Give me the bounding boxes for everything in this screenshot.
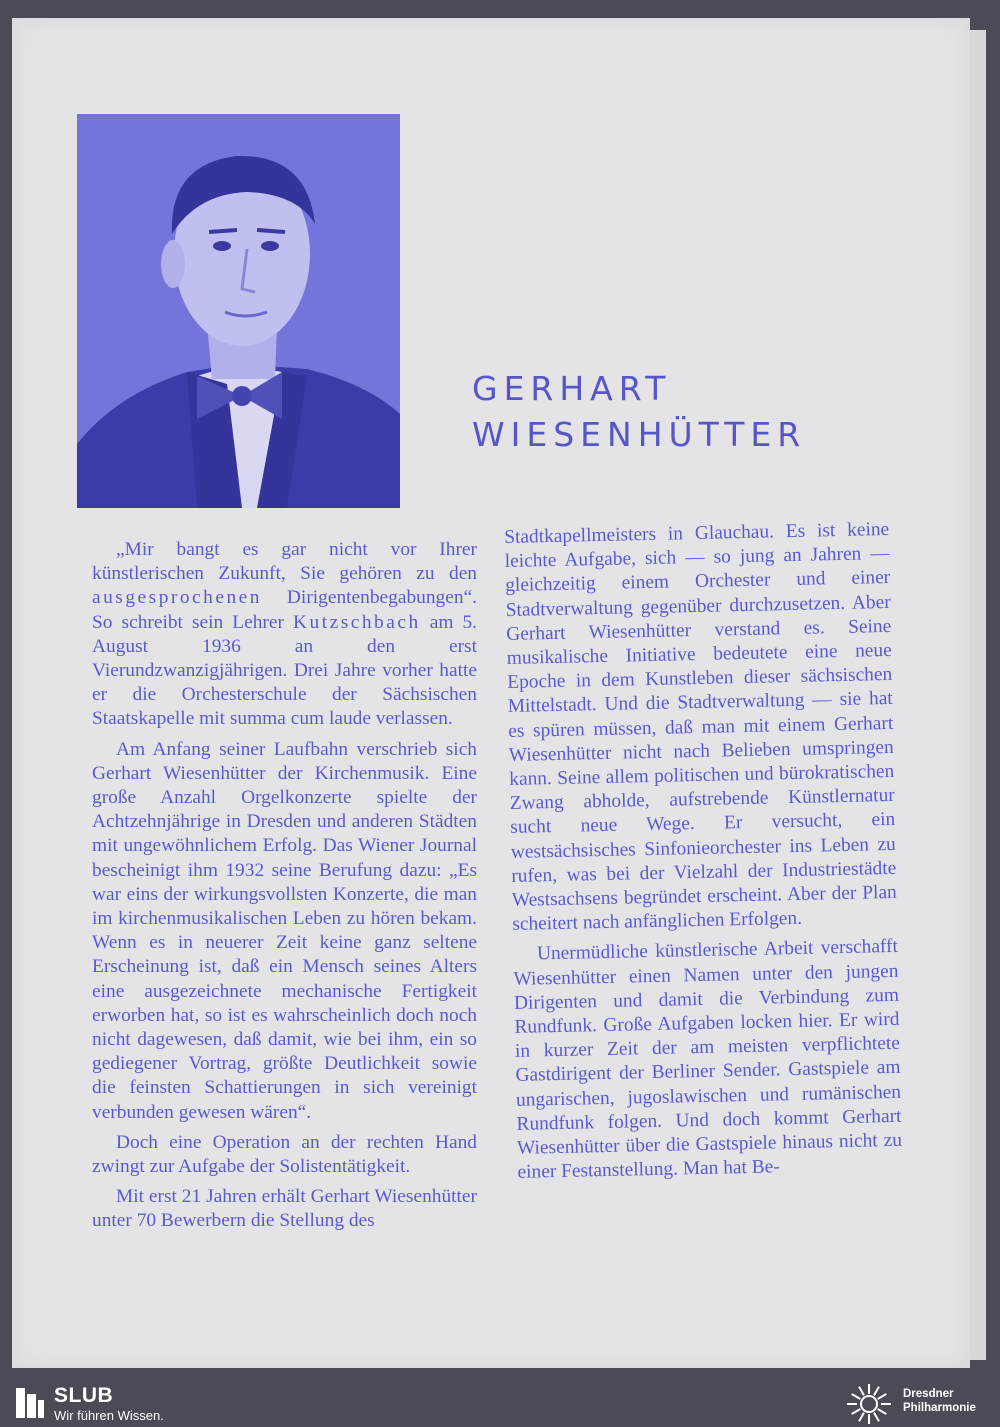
slub-logo-icon[interactable] (14, 1384, 46, 1422)
first-name: GERHART (472, 369, 672, 408)
partner-name[interactable] (903, 1387, 998, 1415)
text-column-right (504, 518, 903, 1191)
partner-name-line1: Dresdner (903, 1388, 954, 1400)
paragraph: Mit erst 21 Jahren erhält Gerhart Wiesenhütter unter 70 Bewerbern die Stellung des (92, 1186, 477, 1232)
viewer-footer (0, 1378, 1000, 1427)
text-run: „Mir bangt es gar nicht vor Ihrer künstlerischen Zukunft, Sie gehören zu den (92, 539, 477, 585)
person-name-heading (472, 366, 806, 458)
document-page (12, 18, 970, 1368)
portrait-photo (77, 114, 400, 508)
library-tagline: Wir führen Wissen. (54, 1408, 164, 1423)
library-name[interactable]: SLUB (54, 1384, 114, 1407)
text-run: am 5. August 1936 an den erst Vierundzwanzigjährigen. Drei Jahre vorher hatte er die Orchesterschule der Sächsischen Staatskapelle mit summa cum laude verlassen. (92, 611, 478, 730)
dresdner-philharmonie-logo-icon[interactable] (842, 1382, 896, 1426)
paragraph: Unermüdliche künstlerische Arbeit verschafft Wiesenhütter einen Namen unter den jungen Dirigenten und damit die Verbindung zum Rundfunk. Große Aufgaben locken hier. Er wird in kurzer Zeit der am meisten verpflichtete Gastdirigent der Berliner Sender. Gastspiele am ungarischen, jugoslawischen und rumänischen Rundfunk folgen. Und doch kommt Gerhart Wiesenhütter über die Gastspiele hinaus nicht zu einer Festanstellung. Man hat Be- (513, 936, 903, 1184)
text-run: Dirigentenbegabungen“. So schreibt sein Lehrer (92, 587, 477, 633)
text-column-left (92, 538, 477, 1240)
paragraph: Doch eine Operation an der rechten Hand zwingt zur Aufgabe der Solistentätigkeit. (92, 1131, 477, 1178)
emphasized-text: ausgesprochenen (92, 587, 262, 609)
emphasized-name: Kutzschbach (293, 611, 421, 633)
paragraph (92, 538, 477, 732)
portrait-illustration (77, 114, 400, 508)
paragraph: Am Anfang seiner Laufbahn verschrieb sich Gerhart Wiesenhütter der Kirchenmusik. Eine große Anzahl Orgelkonzerte spielte der Achtzehnjährige in Dresden und anderen Städten mit ungewöhnlichem Erfolg. Das Wiener Journal bescheinigt ihm 1932 seine Berufung dazu: „Es war eins der wirkungsvollsten Konzerte, die man im kirchenmusikalischen Leben zu hören bekam. Wenn es in neuerer Zeit keine ganz seltene Erscheinung ist, daß ein Mensch seines Alters eine ausgezeichnete mechanische Fertigkeit erworben hat, so ist es wahrscheinlich doch noch nicht dagewesen, daß damit, wie bei ihm, ein so gediegener Vortrag, größte Deutlichkeit sowie die feinsten Schattierungen in sich vereinigt verbunden gewesen wären“. (92, 738, 477, 1123)
partner-name-line2: Philharmonie (903, 1402, 976, 1414)
last-name: WIESENHÜTTER (472, 415, 807, 454)
paragraph: Stadtkapellmeisters in Glauchau. Es ist keine leichte Aufgabe, sich — so jung an Jahren — gleichzeitig einem Orchester und einer Stadtverwaltung gegenüber durchzusetzen. Aber Gerhart Wiesenhütter verstand es. Seine musikalische Initiative bedeutete eine neue Epoche in dem Kunstleben dieser sächsischen Mittelstadt. Und die Stadtverwaltung — sie hat es spüren müssen, daß man mit einem Gerhart Wiesenhütter nicht nach Belieben umspringen kann. Seine allem politischen und bürokratischen Zwang abholde, aufstrebende Künstlernatur sucht neue Wege. Er versucht, ein westsächsisches Sinfonieorchester ins Leben zu rufen, was bei der Vielzahl der Industriestädte Westsachsens begründet erscheint. Aber der Plan scheitert nach anfänglichen Erfolgen. (504, 518, 897, 936)
